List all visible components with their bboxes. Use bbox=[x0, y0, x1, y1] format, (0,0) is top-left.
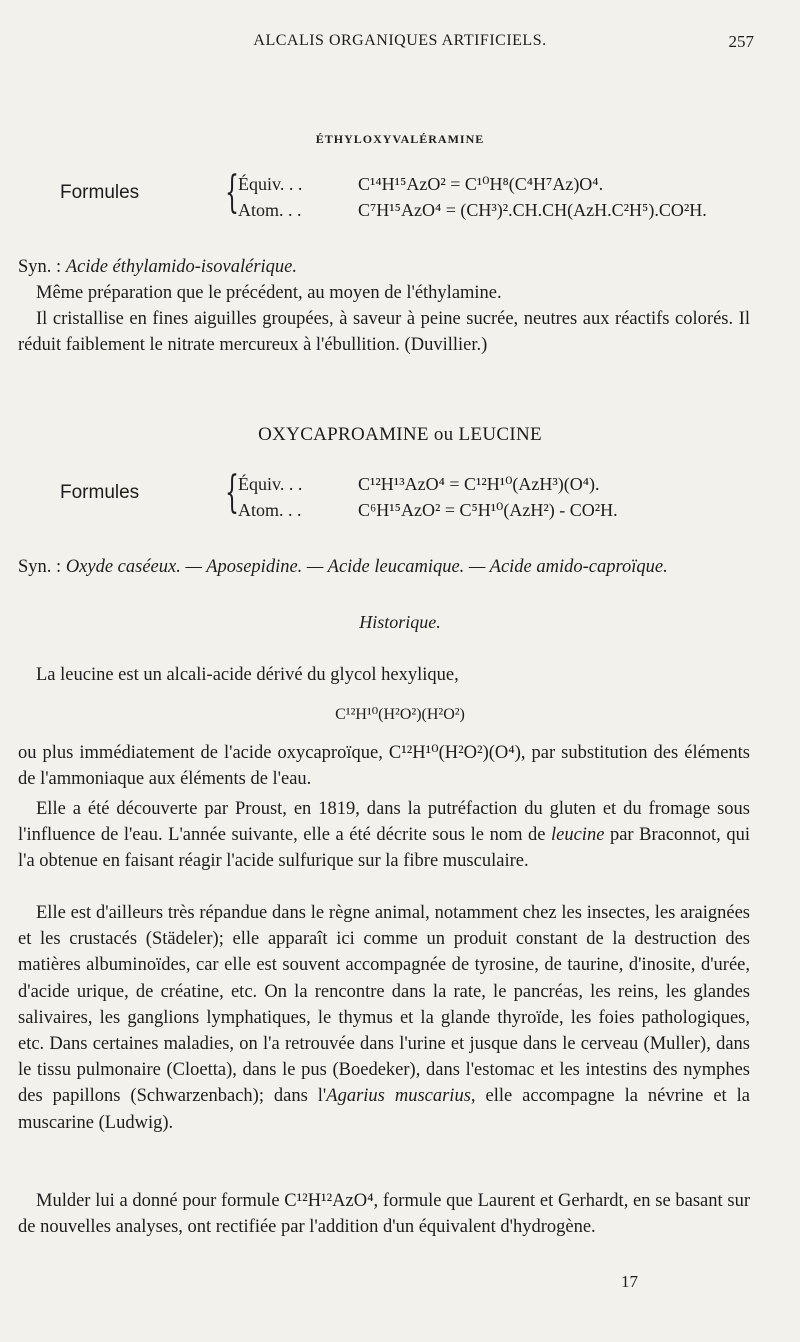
formula-row-atom bbox=[238, 200, 707, 221]
paragraph-text: Il cristallise en fines aiguilles groupées, à saveur à peine sucrée, neutres aux réactifs colorés. Il réduit faiblement le nitrate mercureux à l'ébullition. (Duvillier.) bbox=[18, 309, 750, 356]
formula-key: Atom. . . bbox=[238, 500, 302, 520]
brace-icon: { bbox=[225, 167, 239, 218]
formula-value: C⁷H¹⁵AzO⁴ = (CH³)².CH.CH(AzH.C²H⁵).CO²H. bbox=[358, 200, 707, 220]
formula-value: C⁶H¹⁵AzO² = C⁵H¹⁰(AzH²) - CO²H. bbox=[358, 500, 618, 520]
paragraph bbox=[18, 740, 750, 792]
paragraph-italic: Agarius muscarius bbox=[326, 1086, 471, 1107]
section-caption: ÉTHYLOXYVALÉRAMINE bbox=[315, 132, 485, 146]
paragraph-text: Elle est d'ailleurs très répandue dans le règne animal, notamment chez les insectes, les araignées et les crustacés (Städeler); elle apparaît ici comme un produit constant de la destruction des matières albuminoïdes, car elle est souvent accompagnée de tyrosine, de taurine, d'inosite, d'urée, d'acide urique, de créatine, etc. On la rencontre dans la rate, le pancréas, les reins, les glandes salivaires, les ganglions lymphatiques, le thymus et la glande thyroïde, les foies pathologiques, etc. Dans certaines maladies, on l'a retrouvée dans l'urine et jusque dans le cerveau (Muller), dans le tissu pulmonaire (Cloetta), dans le pus (Boedeker), dans l'estomac et les intestins des nymphes des papillons (Schwarzenbach); dans l' bbox=[18, 903, 750, 1107]
formula-value: C¹⁴H¹⁵AzO² = C¹⁰H⁸(C⁴H⁷Az)O⁴. bbox=[358, 174, 604, 194]
formula-row-equiv bbox=[238, 174, 603, 195]
formula-key: Équiv. . . bbox=[238, 474, 303, 494]
historique-heading: Historique. bbox=[359, 612, 441, 632]
paragraph-italic: leucine bbox=[551, 825, 605, 846]
signature-mark: 17 bbox=[621, 1272, 638, 1291]
formula-key: Atom. . . bbox=[238, 200, 302, 220]
centered-formula: C¹²H¹⁰(H²O²)(H²O²) bbox=[335, 706, 465, 723]
formula-row-equiv bbox=[238, 474, 600, 495]
syn-prefix: Syn. : bbox=[18, 557, 66, 577]
paragraph bbox=[18, 306, 750, 358]
running-header bbox=[0, 30, 800, 56]
paragraph-text: Elle a été découverte par Proust, en 1819, dans la putréfaction du gluten et du fromage sous l'influence de l'eau. L'année suivante, elle a été décrite sous le nom de bbox=[18, 799, 750, 846]
formula-label: Formules bbox=[60, 182, 140, 203]
paragraph-text: Même préparation que le précédent, au moyen de l'éthylamine. bbox=[36, 283, 502, 303]
formula-label: Formules bbox=[60, 482, 140, 503]
paragraph-text: La leucine est un alcali-acide dérivé du glycol hexylique, bbox=[36, 665, 459, 685]
paragraph bbox=[18, 280, 750, 306]
paragraph-text: ou plus immédiatement de l'acide oxycaproïque, C¹²H¹⁰(H²O²)(O⁴), par substitution des éléments de l'ammoniaque aux éléments de l'eau. bbox=[18, 743, 750, 790]
syn-text: Acide éthylamido-isovalérique. bbox=[65, 257, 297, 277]
section-title: OXYCAPROAMINE ou LEUCINE bbox=[258, 424, 542, 445]
formula-block bbox=[60, 168, 780, 226]
paragraph-text: par Braconnot, qui l'a obtenue en faisant réagir l'acide sulfurique sur la fibre musculaire. bbox=[18, 825, 750, 872]
paragraph-text: Mulder lui a donné pour formule C¹²H¹²AzO⁴, formule que Laurent et Gerhardt, en se basant sur de nouvelles analyses, ont rectifiée par l'addition d'un équivalent d'hydrogène. bbox=[18, 1191, 750, 1238]
page-number: 257 bbox=[728, 32, 754, 51]
syn-text: Oxyde caséeux. — Aposepidine. — Acide leucamique. — Acide amido-caproïque. bbox=[65, 557, 668, 577]
running-title: ALCALIS ORGANIQUES ARTIFICIELS. bbox=[253, 32, 547, 49]
synonyms bbox=[18, 554, 750, 580]
synonyms bbox=[18, 254, 750, 280]
paragraph bbox=[18, 662, 750, 688]
formula-block bbox=[60, 468, 780, 526]
formula-key: Équiv. . . bbox=[238, 174, 303, 194]
brace-icon: { bbox=[225, 467, 239, 518]
syn-prefix: Syn. : bbox=[18, 257, 66, 277]
paragraph bbox=[18, 900, 750, 1136]
paragraph-text: , elle accompagne la névrine et la muscarine (Ludwig). bbox=[18, 1086, 750, 1133]
formula-row-atom bbox=[238, 500, 618, 521]
paragraph bbox=[18, 796, 750, 875]
formula-value: C¹²H¹³AzO⁴ = C¹²H¹⁰(AzH³)(O⁴). bbox=[358, 474, 600, 494]
paragraph bbox=[18, 1188, 750, 1240]
